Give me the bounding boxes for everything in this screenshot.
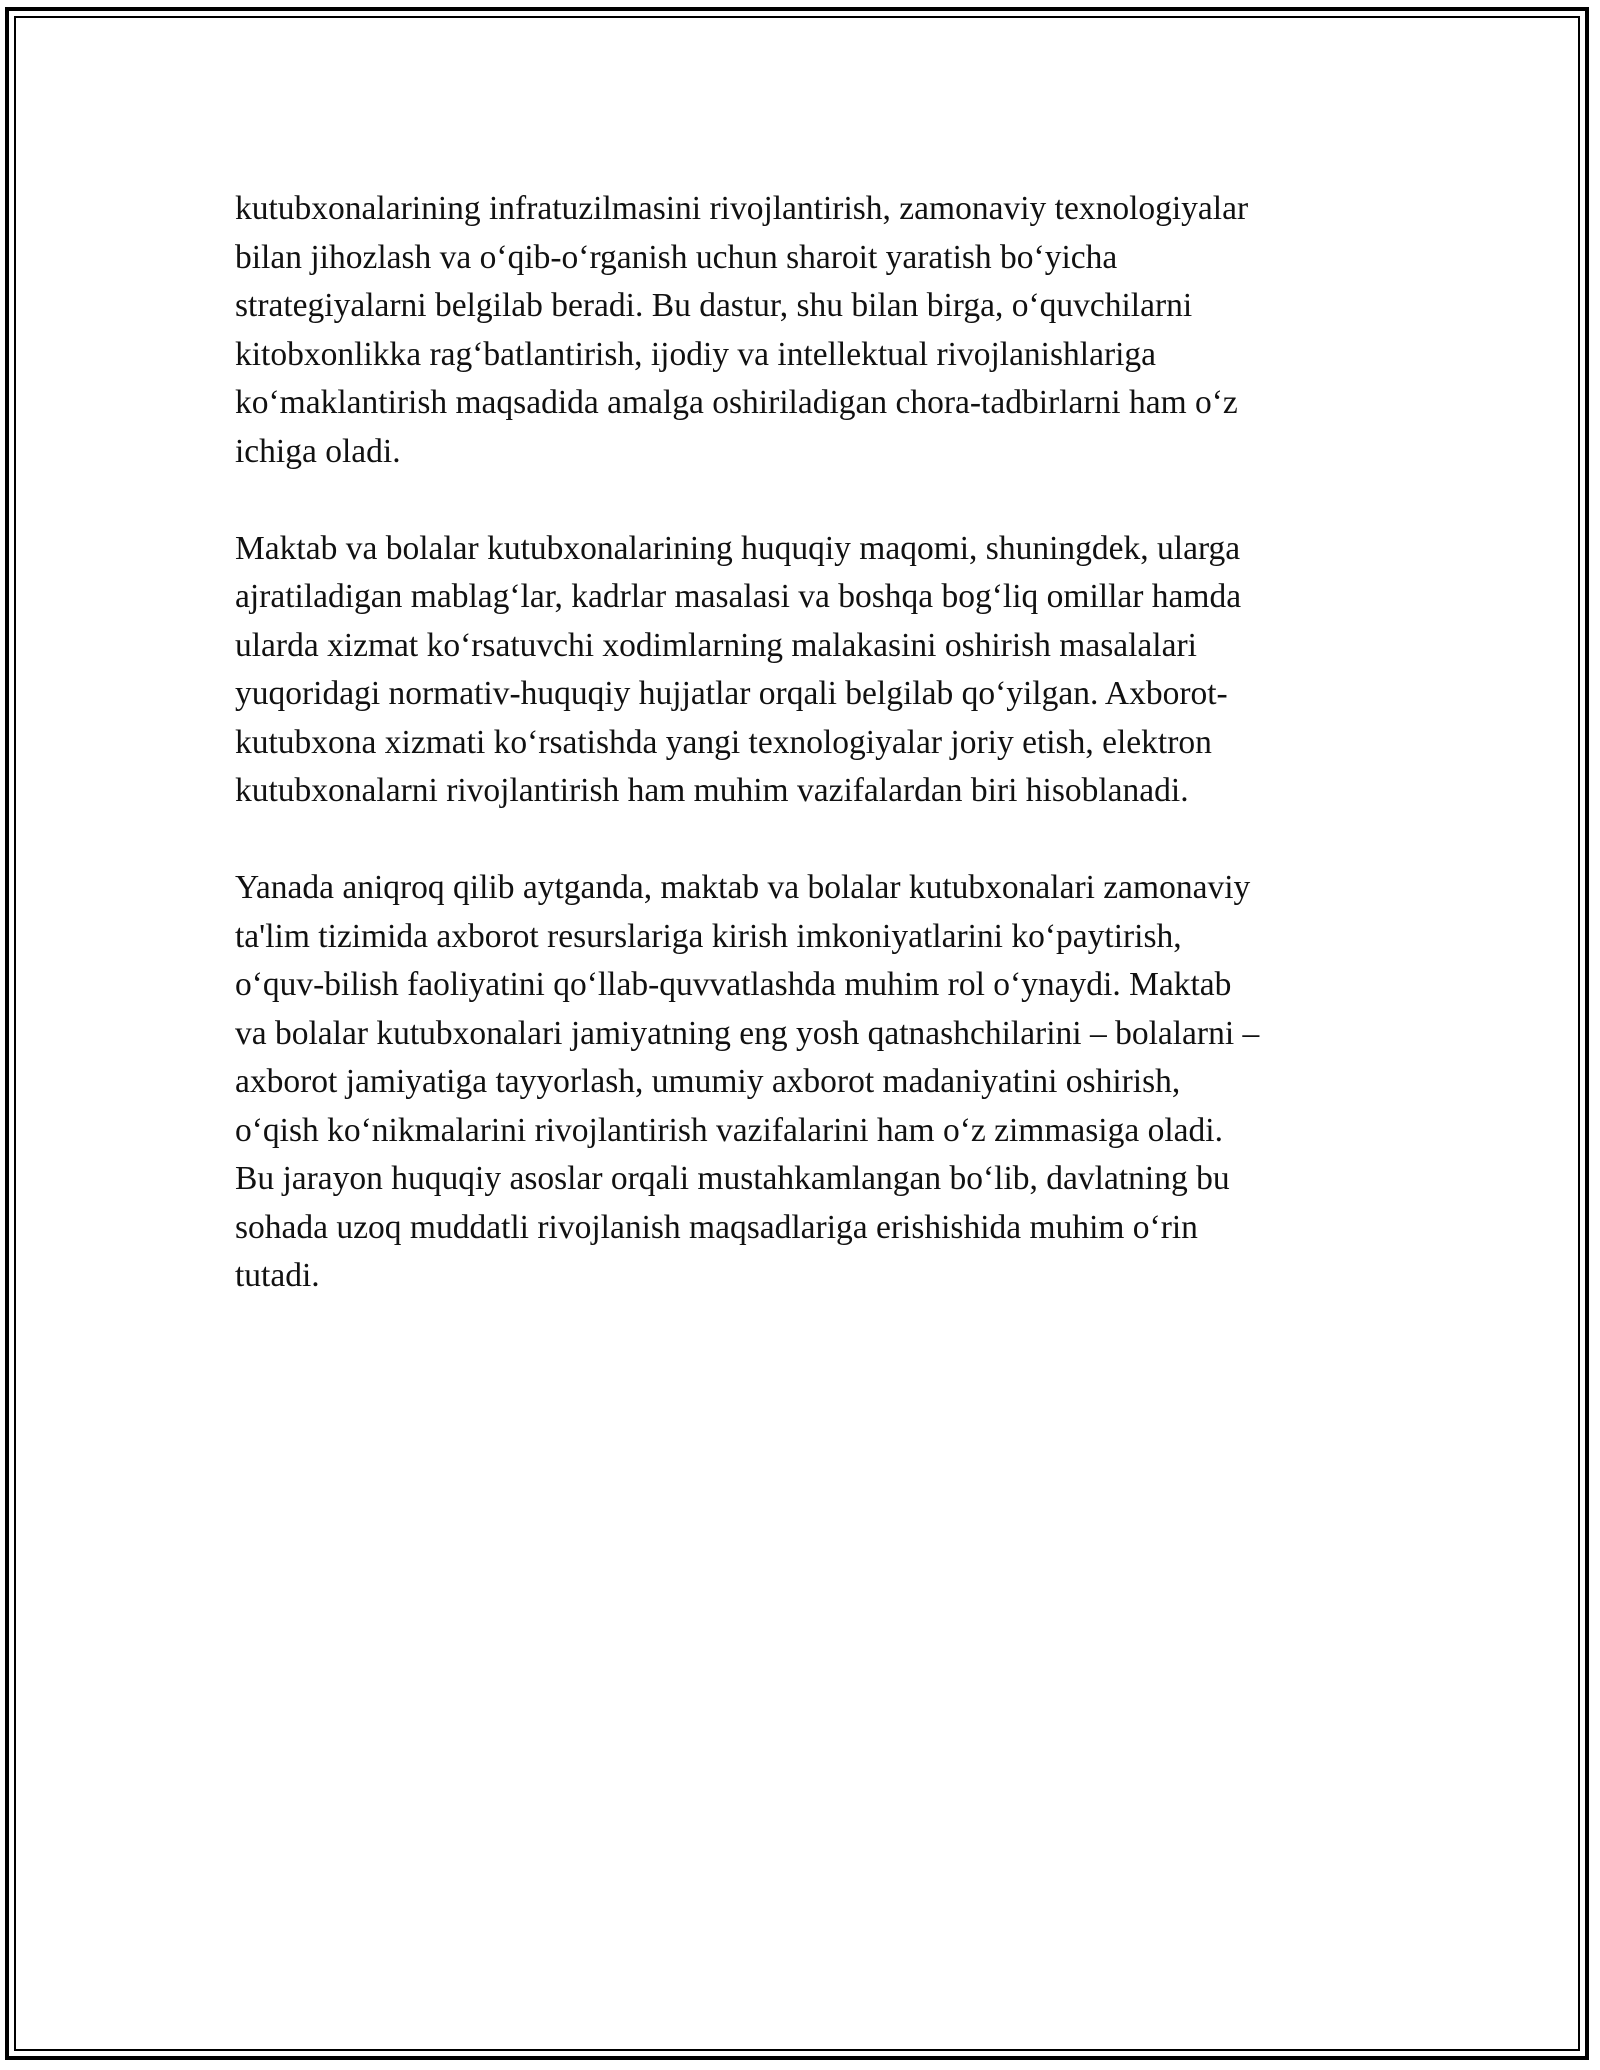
- text-line: kutubxona xizmati ko‘rsatishda yangi texnologiyalar joriy etish, elektron: [235, 723, 1212, 761]
- text-line: Bu jarayon huquqiy asoslar orqali mustahkamlangan bo‘lib, davlatning bu: [235, 1160, 1230, 1197]
- text-line: ko‘maklantirish maqsadida amalga oshiriladigan chora-tadbirlarni ham o‘z: [235, 384, 1238, 421]
- paragraph-1: [235, 185, 1370, 476]
- text-line: ta'lim tizimida axborot resurslariga kirish imkoniyatlarini ko‘paytirish,: [235, 917, 1182, 955]
- text-line: tutadi.: [235, 1257, 320, 1294]
- text-line: strategiyalarni belgilab beradi. Bu dastur, shu bilan birga, o‘quvchilarni: [235, 287, 1193, 324]
- document-body: [235, 185, 1370, 1349]
- text-line: va bolalar kutubxonalari jamiyatning eng yosh qatnashchilarini – bolalarni –: [235, 1014, 1260, 1052]
- text-line: kitobxonlikka rag‘batlantirish, ijodiy va intellektual rivojlanishlariga: [235, 335, 1157, 373]
- paragraph-3: [235, 864, 1370, 1301]
- text-line: axborot jamiyatiga tayyorlash, umumiy axborot madaniyatini oshirish,: [235, 1063, 1181, 1100]
- text-line: ichiga oladi.: [235, 432, 401, 470]
- text-line: ajratiladigan mablag‘lar, kadrlar masalasi va boshqa bog‘liq omillar hamda: [235, 578, 1242, 615]
- text-line: yuqoridagi normativ-huquqiy hujjatlar orqali belgilab qo‘yilgan. Axborot-: [235, 675, 1228, 712]
- text-line: o‘quv-bilish faoliyatini qo‘llab-quvvatlashda muhim rol o‘ynaydi. Maktab: [235, 966, 1232, 1003]
- text-line: Yanada aniqroq qilib aytganda, maktab va bolalar kutubxonalari zamonaviy: [235, 869, 1251, 906]
- text-line: Maktab va bolalar kutubxonalarining huquqiy maqomi, shuningdek, ularga: [235, 529, 1241, 567]
- text-line: kutubxonalarni rivojlantirish ham muhim vazifalardan biri hisoblanadi.: [235, 772, 1189, 809]
- text-line: ularda xizmat ko‘rsatuvchi xodimlarning malakasini oshirish masalalari: [235, 626, 1197, 664]
- text-line: o‘qish ko‘nikmalarini rivojlantirish vazifalarini ham o‘z zimmasiga oladi.: [235, 1111, 1223, 1149]
- text-line: bilan jihozlash va o‘qib-o‘rganish uchun sharoit yaratish bo‘yicha: [235, 238, 1118, 276]
- paragraph-2: [235, 525, 1370, 816]
- text-line: kutubxonalarining infratuzilmasini rivojlantirish, zamonaviy texnologiyalar: [235, 190, 1249, 227]
- text-line: sohada uzoq muddatli rivojlanish maqsadlariga erishishida muhim o‘rin: [235, 1208, 1198, 1246]
